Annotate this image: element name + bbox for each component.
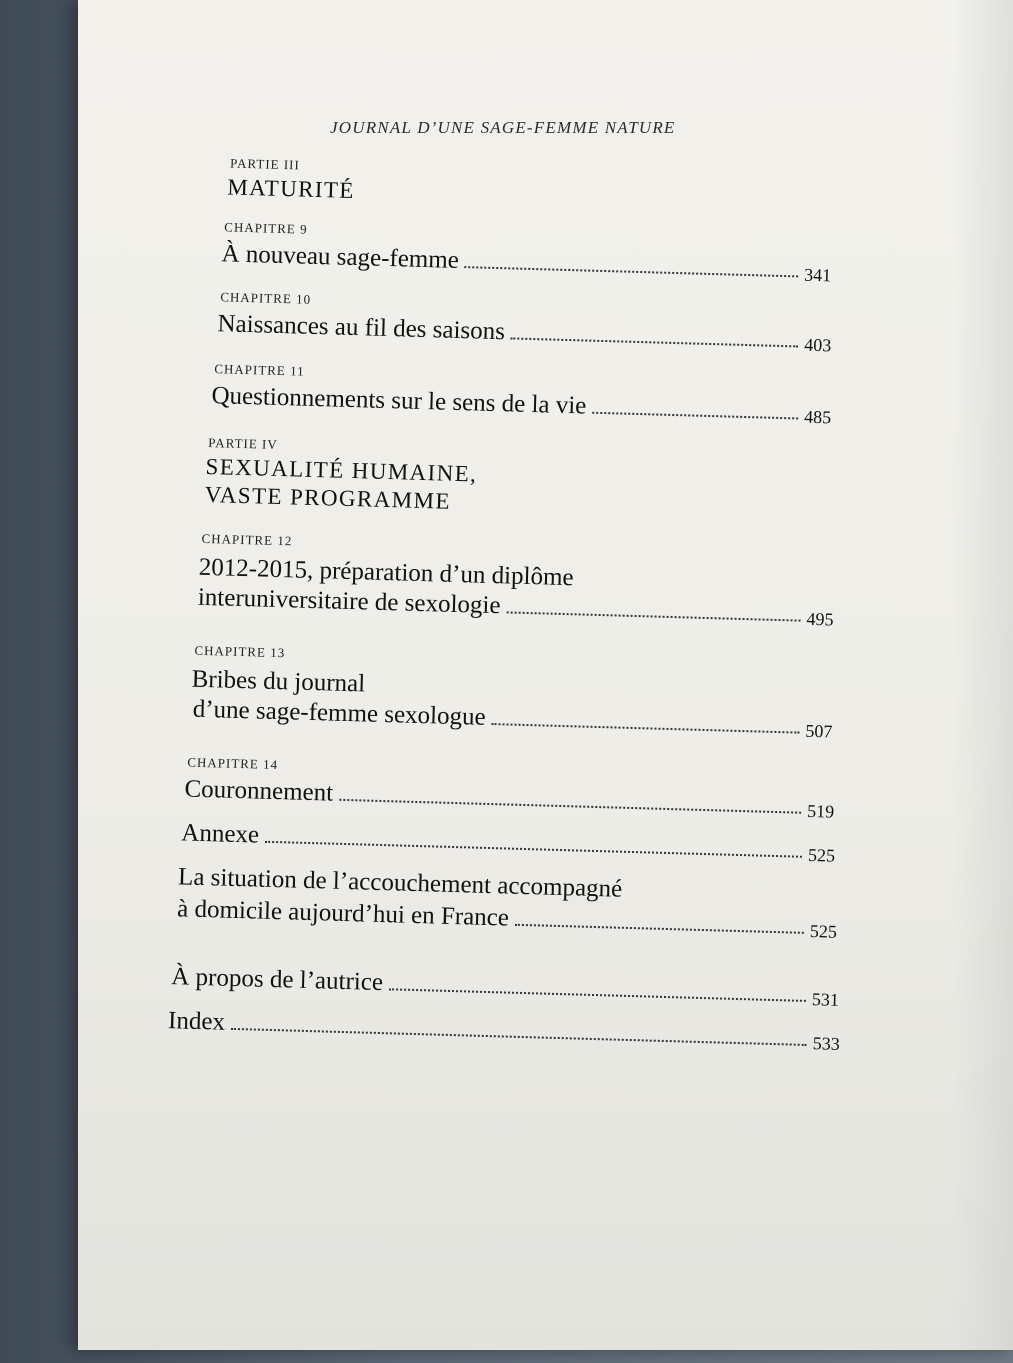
annexe-title: Annexe	[180, 819, 260, 849]
dot-leader	[491, 722, 799, 734]
index-page-number: 533	[812, 1033, 841, 1054]
chapter-11-title: Questionnements sur le sens de la vie	[211, 382, 587, 420]
chapter-9-label: CHAPITRE 9	[224, 219, 308, 237]
chapter-13-title-line-2: d’une sage-femme sexologue	[192, 695, 487, 731]
dot-leader	[339, 798, 801, 814]
index-title: Index	[167, 1007, 226, 1036]
chapter-12-label: CHAPITRE 12	[201, 530, 293, 549]
chapter-10-title: Naissances au fil des saisons	[217, 310, 506, 346]
toc-entry-situation[interactable]	[177, 894, 838, 942]
chapter-11-page-number: 485	[803, 406, 832, 428]
toc-entry-chapter-11[interactable]	[211, 381, 832, 428]
chapter-10-label: CHAPITRE 10	[220, 289, 312, 307]
chapter-10-page-number: 403	[803, 334, 832, 356]
book-page	[78, 0, 1013, 1350]
situation-page-number: 525	[809, 921, 838, 942]
dot-leader	[592, 411, 798, 420]
about-author-page-number: 531	[811, 989, 840, 1010]
chapter-11-label: CHAPITRE 11	[214, 361, 305, 379]
part-4-title-line-2: VASTE PROGRAMME	[204, 481, 452, 514]
toc-entry-chapter-13[interactable]	[192, 695, 833, 743]
chapter-13-label: CHAPITRE 13	[194, 642, 286, 661]
chapter-13-title-line-1[interactable]: Bribes du journal	[191, 665, 366, 698]
chapter-12-title-line-1[interactable]: 2012-2015, préparation d’un diplôme	[198, 553, 574, 592]
dot-leader	[506, 610, 800, 621]
toc-entry-index[interactable]	[168, 1006, 841, 1055]
chapter-12-page-number: 495	[806, 608, 834, 630]
chapter-14-page-number: 519	[806, 800, 835, 822]
table-of-contents	[57, 0, 1013, 1363]
toc-entry-chapter-14[interactable]	[184, 774, 835, 822]
running-head: JOURNAL D’UNE SAGE-FEMME NATURE	[330, 118, 676, 137]
part-4-label: PARTIE IV	[208, 435, 278, 452]
chapter-13-page-number: 507	[805, 720, 833, 742]
part-3-title: MATURITÉ	[227, 174, 356, 204]
dot-leader	[389, 987, 806, 1002]
part-4-title-line-1: SEXUALITÉ HUMAINE,	[205, 453, 478, 487]
annexe-page-number: 525	[807, 844, 836, 866]
toc-entry-chapter-9[interactable]	[221, 239, 832, 286]
toc-entry-annexe[interactable]	[181, 818, 836, 866]
dot-leader	[265, 840, 802, 858]
chapter-9-page-number: 341	[803, 264, 832, 286]
chapter-14-label: CHAPITRE 14	[187, 754, 279, 773]
dot-leader	[511, 336, 799, 347]
dot-leader	[231, 1027, 807, 1046]
chapter-12-title-line-2: interuniversitaire de sexologie	[197, 583, 501, 620]
chapter-14-title: Couronnement	[184, 775, 334, 807]
toc-entry-about-author[interactable]	[171, 962, 840, 1011]
dot-leader	[515, 923, 804, 934]
chapter-9-title: À nouveau sage-femme	[221, 240, 460, 274]
situation-title-line-2: à domicile aujourd’hui en France	[176, 895, 510, 932]
dot-leader	[465, 265, 799, 277]
toc-entry-chapter-10[interactable]	[217, 309, 832, 356]
about-author-title: À propos de l’autrice	[170, 963, 384, 997]
part-3-label: PARTIE III	[229, 155, 301, 173]
situation-title-line-1[interactable]: La situation de l’accouchement accompagné	[177, 863, 623, 903]
